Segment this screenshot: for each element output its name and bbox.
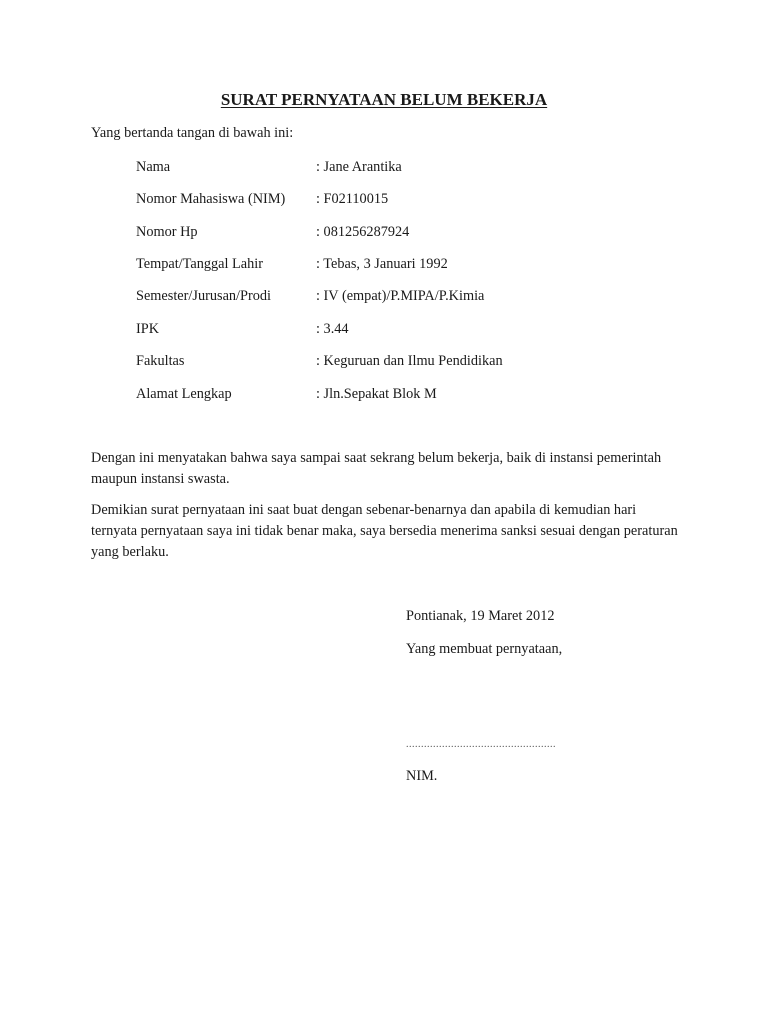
signature-nim: NIM. bbox=[406, 768, 438, 784]
field-label-nim: Nomor Mahasiswa (NIM) bbox=[136, 191, 286, 207]
field-label-ipk: IPK bbox=[136, 321, 160, 337]
intro-text: Yang bertanda tangan di bawah ini: bbox=[91, 125, 294, 141]
field-value-fakultas: : Keguruan dan Ilmu Pendidikan bbox=[316, 353, 503, 369]
field-value-nama: : Jane Arantika bbox=[316, 159, 402, 175]
closing-paragraph: Demikian surat pernyataan ini saat buat dengan sebenar-benarnya dan apabila di kemudian hari ternyata pernyataan saya ini tidak benar maka, saya bersedia menerima sanksi sesuai dengan peraturan yang berlaku. bbox=[91, 502, 678, 560]
field-label-ttl: Tempat/Tanggal Lahir bbox=[136, 256, 264, 272]
signature-maker: Yang membuat pernyataan, bbox=[406, 641, 563, 657]
field-label-fakultas: Fakultas bbox=[136, 353, 185, 369]
statement-paragraph: Dengan ini menyatakan bahwa saya sampai saat sekrang belum bekerja, baik di instansi pemerintah maupun instansi swasta. bbox=[91, 450, 662, 487]
field-label-nama: Nama bbox=[136, 159, 171, 175]
document-title: SURAT PERNYATAAN BELUM BEKERJA bbox=[220, 90, 548, 109]
field-value-hp: : 081256287924 bbox=[316, 224, 410, 240]
field-label-alamat: Alamat Lengkap bbox=[136, 386, 232, 402]
field-value-ttl: : Tebas, 3 Januari 1992 bbox=[316, 256, 448, 272]
field-value-nim: : F02110015 bbox=[316, 191, 389, 207]
field-label-semester: Semester/Jurusan/Prodi bbox=[136, 288, 272, 304]
field-value-semester: : IV (empat)/P.MIPA/P.Kimia bbox=[316, 288, 485, 304]
place-date: Pontianak, 19 Maret 2012 bbox=[406, 608, 555, 624]
signature-line: .................................................. bbox=[406, 739, 556, 750]
field-label-hp: Nomor Hp bbox=[136, 224, 198, 240]
field-value-alamat: : Jln.Sepakat Blok M bbox=[316, 386, 437, 402]
field-value-ipk: : 3.44 bbox=[316, 321, 349, 337]
